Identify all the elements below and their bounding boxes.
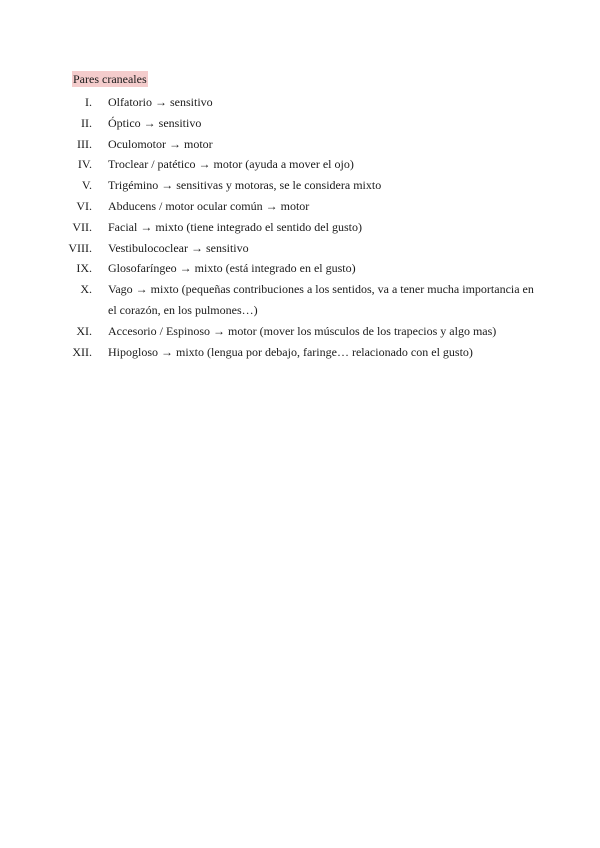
list-item bbox=[0, 175, 600, 196]
list-numeral: X. bbox=[80, 282, 92, 297]
list-item-text: Facial → mixto (tiene integrado el sentido del gusto) bbox=[108, 219, 362, 234]
list-item-text: Abducens / motor ocular común → motor bbox=[108, 198, 310, 213]
list-numeral: III. bbox=[77, 136, 92, 151]
list-item-text: Hipogloso → mixto (lengua por debajo, faringe… relacionado con el gusto) bbox=[108, 344, 473, 359]
list-numeral: IX. bbox=[76, 261, 92, 276]
list-item-text: Vago → mixto (pequeñas contribuciones a los sentidos, va a tener mucha importancia en el corazón, en los pulmones…) bbox=[108, 282, 534, 317]
list-item-text: Trigémino → sensitivas y motoras, se le considera mixto bbox=[108, 178, 382, 193]
list-numeral: I. bbox=[85, 95, 92, 109]
list-item bbox=[0, 134, 600, 155]
list-item bbox=[0, 238, 600, 259]
list-numeral: IV. bbox=[77, 157, 92, 172]
list-numeral: II. bbox=[81, 115, 92, 130]
list-item bbox=[0, 258, 600, 279]
list-item bbox=[0, 321, 600, 342]
list-item bbox=[0, 217, 600, 238]
list-item-text: Vestibulococlear → sensitivo bbox=[108, 240, 249, 255]
list-numeral: V. bbox=[81, 178, 92, 193]
list-item bbox=[0, 154, 600, 175]
list-item-text: Olfatorio → sensitivo bbox=[108, 95, 213, 109]
cranial-nerves-list bbox=[0, 92, 600, 362]
list-item-text: Óptico → sensitivo bbox=[108, 115, 202, 130]
list-item bbox=[0, 196, 600, 217]
list-item-text: Accesorio / Espinoso → motor (mover los músculos de los trapecios y algo mas) bbox=[108, 323, 497, 338]
document-heading: Pares craneales bbox=[73, 72, 147, 86]
list-numeral: VII. bbox=[72, 219, 92, 234]
list-numeral: XI. bbox=[76, 323, 92, 338]
list-item bbox=[0, 279, 600, 321]
list-item-text: Troclear / patético → motor (ayuda a mover el ojo) bbox=[108, 157, 354, 172]
list-item bbox=[0, 342, 600, 363]
list-numeral: VIII. bbox=[68, 240, 92, 255]
list-item-text: Glosofaríngeo → mixto (está integrado en el gusto) bbox=[108, 261, 356, 276]
list-item-text: Oculomotor → motor bbox=[108, 136, 213, 151]
list-numeral: VI. bbox=[76, 198, 92, 213]
list-item bbox=[0, 113, 600, 134]
list-numeral: XII. bbox=[72, 344, 92, 359]
list-item bbox=[0, 92, 600, 113]
